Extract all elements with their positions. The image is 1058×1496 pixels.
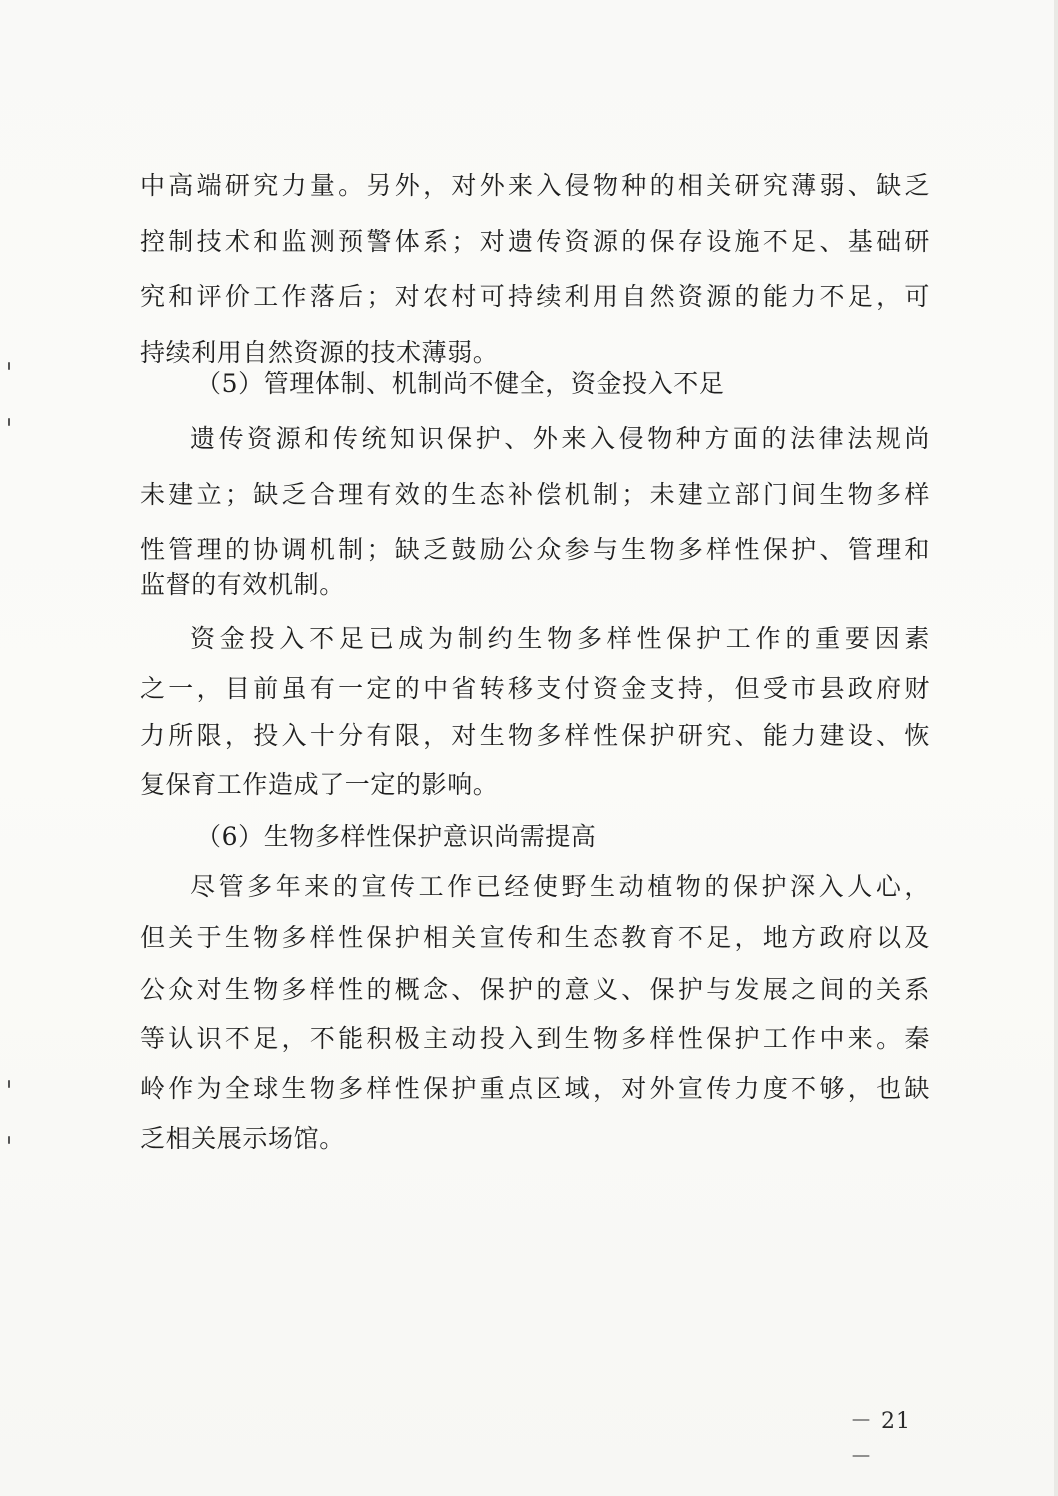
binding-hole-mark — [8, 418, 10, 426]
text-line: 复保育工作造成了一定的影响。 — [140, 770, 499, 799]
text-line: 但关于生物多样性保护相关宣传和生态教育不足，地方政府以及 — [140, 923, 930, 952]
scan-edge — [1054, 0, 1058, 1496]
text-line: 控制技术和监测预警体系；对遗传资源的保存设施不足、基础研 — [140, 227, 930, 256]
text-line: 乏相关展示场馆。 — [140, 1124, 345, 1153]
text-line: 性管理的协调机制；缺乏鼓励公众参与生物多样性保护、管理和 — [140, 535, 930, 564]
page-number: － 21 － — [850, 1409, 911, 1470]
text-line: 究和评价工作落后；对农村可持续利用自然资源的能力不足，可 — [140, 282, 930, 311]
text-line: 公众对生物多样性的概念、保护的意义、保护与发展之间的关系 — [140, 975, 930, 1004]
binding-hole-mark — [8, 362, 10, 370]
text-line: 资金投入不足已成为制约生物多样性保护工作的重要因素 — [190, 624, 930, 653]
text-line: 遗传资源和传统知识保护、外来入侵物种方面的法律法规尚 — [190, 424, 930, 453]
section-heading: （6）生物多样性保护意识尚需提高 — [196, 822, 597, 851]
text-line: 持续利用自然资源的技术薄弱。 — [140, 338, 499, 367]
binding-hole-mark — [8, 1080, 10, 1088]
text-line: 之一，目前虽有一定的中省转移支付资金支持，但受市县政府财 — [140, 674, 930, 703]
text-line: 等认识不足，不能积极主动投入到生物多样性保护工作中来。秦 — [140, 1024, 930, 1053]
text-line: 中高端研究力量。另外，对外来入侵物种的相关研究薄弱、缺乏 — [140, 171, 930, 200]
text-line: 力所限，投入十分有限，对生物多样性保护研究、能力建设、恢 — [140, 721, 930, 750]
text-line: 监督的有效机制。 — [140, 570, 345, 599]
text-line: 尽管多年来的宣传工作已经使野生动植物的保护深入人心， — [190, 872, 930, 901]
binding-hole-mark — [8, 1136, 10, 1144]
text-line: 未建立；缺乏合理有效的生态补偿机制；未建立部门间生物多样 — [140, 480, 930, 509]
section-heading: （5）管理体制、机制尚不健全，资金投入不足 — [196, 369, 725, 398]
text-line: 岭作为全球生物多样性保护重点区域，对外宣传力度不够，也缺 — [140, 1074, 930, 1103]
